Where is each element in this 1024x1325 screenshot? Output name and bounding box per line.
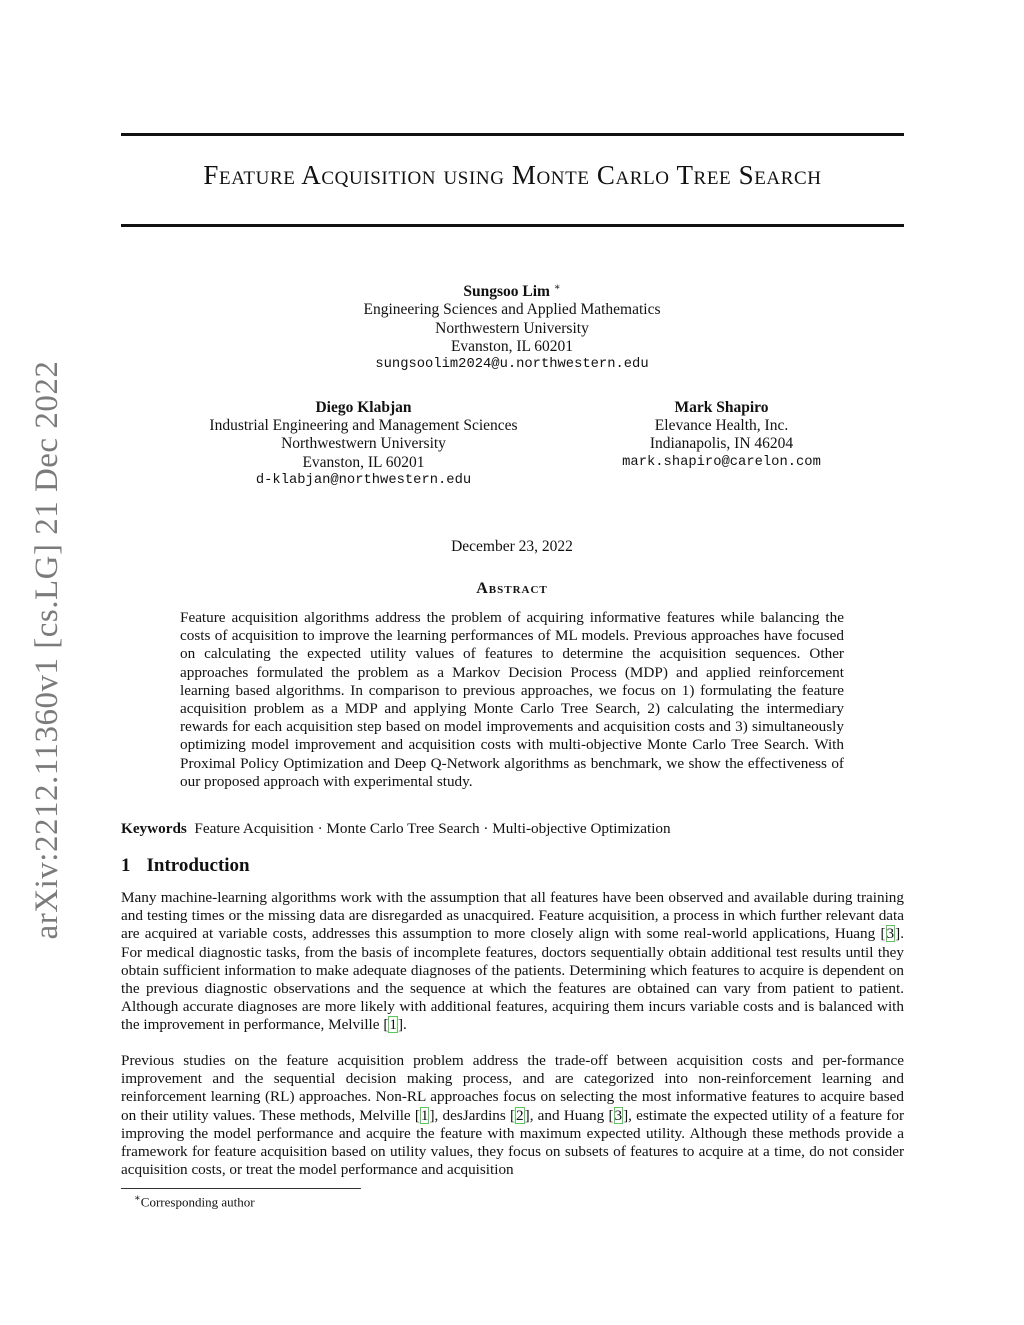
abstract-heading: Abstract: [476, 580, 548, 597]
paragraph-text: , estimate the expected utility of a feature for improving the model performance and acquire the feature with maximum expected utility. Although these methods provide a framework for feature acquisition based on utility values, they focus on subsets of features to acquire at a time, do not consider acquisition costs, or treat the model performance and acquisition: [121, 1106, 905, 1179]
keywords-text: Feature Acquisition · Monte Carlo Tree Search · Multi-objective Optimization: [194, 820, 671, 837]
keywords: [121, 820, 671, 838]
author-footnote-mark: ∗: [553, 282, 561, 293]
citation-link[interactable]: 3: [886, 925, 895, 943]
title-bottom-rule: [121, 224, 904, 227]
section-title: Introduction: [146, 855, 250, 876]
paragraph-text: Many machine-learning algorithms work with the assumption that all features have been observed and available during training and testing times or the missing data are disregarded as unacquired. Feature acquisition, a process in which further relevant data are acquired at variable costs, addresses this assumption to more closely align with some real-world applications, Huang: [121, 889, 904, 943]
section-number: 1: [121, 855, 131, 876]
abstract-text: Feature acquisition algorithms address the problem of acquiring informative features while balancing the costs of acquisition to improve the learning performances of ML models. Previous approaches have focused on calculating the expected utility values of features to determine the acquisition sequences. Other approaches formulated the problem as a Markov Decision Process (MDP) and applied reinforcement learning based algorithms. In comparison to previous approaches, we focus on 1) formulating the feature acquisition problem as a MDP and applying Monte Carlo Tree Search, 2) calculating the intermediary rewards for each acquisition step based on model improvements and acquisition costs and 3) simultaneously optimizing model improvement and acquisition costs with multi-objective Monte Carlo Tree Search. With Proximal Policy Optimization and Deep Q-Network algorithms as benchmark, we show the effectiveness of our proposed approach with experimental study.: [180, 609, 844, 790]
citation-link[interactable]: 1: [420, 1106, 429, 1124]
author-block-left: [180, 399, 547, 490]
author-institution: Northwestwern University: [281, 435, 446, 453]
author-email[interactable]: sungsoolim2024@u.northwestern.edu: [375, 356, 649, 372]
author-institution: Northwestern University: [435, 319, 589, 337]
author-affiliation: Elevance Health, Inc.: [654, 417, 789, 435]
citation-link[interactable]: 1: [389, 1016, 397, 1034]
intro-paragraph-2: Previous studies on the feature acquisition problem address the trade-off between acquisition costs and per-formance improvement and the sequential decision making process, and are categorized into non-reinforcement learning and reinforcement learning (RL) approaches. Non-RL approaches focus on selecting the most informative features to acquire based on their utility values. These methods, Melville [1], desJardins [2], and Huang [3], estimate the expected utility of a feature for improving the model performance and acquire the feature with maximum expected utility. Although these methods provide a framework for feature acquisition based on utility values, they focus on subsets of features to acquire at a time, do not consider acquisition costs, or treat the model performance and acquisition: [121, 1052, 905, 1179]
author-location: Evanston, IL 60201: [302, 453, 425, 471]
paragraph-text: Previous studies on the feature acquisition problem address the trade-off between acquisition costs and per-formance improvement and the sequential decision making process, and are categorized into non-reinforcement learning and reinforcement learning (RL) approaches. Non-RL approaches focus on selecting the most informative features to acquire based on their utility values. These methods, Melville: [121, 1052, 904, 1124]
author-email[interactable]: mark.shapiro@carelon.com: [622, 454, 821, 470]
author-block-main: [0, 279, 1024, 374]
paragraph-text: .: [403, 1016, 407, 1034]
paragraph-text: , desJardins: [434, 1106, 510, 1124]
citation-link[interactable]: 2: [516, 1106, 524, 1124]
paper-title: Feature Acquisition using Monte Carlo Tree Search: [203, 160, 822, 190]
footnote-mark: ∗: [134, 1193, 141, 1204]
footnote-rule: [121, 1188, 361, 1189]
author-email[interactable]: d-klabjan@northwestern.edu: [255, 472, 472, 488]
author-affiliation: Engineering Sciences and Applied Mathematics: [363, 301, 661, 319]
author-location: Indianapolis, IN 46204: [649, 435, 794, 453]
author-location: Evanston, IL 60201: [450, 337, 574, 355]
keywords-label: Keywords: [121, 820, 187, 837]
section-heading: [121, 855, 250, 877]
arxiv-identifier: arXiv:2212.11360v1 [cs.LG] 21 Dec 2022: [29, 360, 65, 940]
title-top-rule: [121, 133, 904, 136]
paragraph-text: , and Huang: [529, 1106, 609, 1124]
citation-link[interactable]: 3: [614, 1106, 623, 1124]
intro-paragraph-1: Many machine-learning algorithms work with the assumption that all features have been observed and available during training and testing times or the missing data are disregarded as unacquired. Feature acquisition, a process in which further relevant data are acquired at variable costs, addresses this assumption to more closely align with some real-world applications, Huang [3]. For medical diagnostic tasks, from the basis of incomplete features, doctors sequentially obtain additional test results until they obtain sufficient information to make adequate diagnoses of the patients. Determining which features to acquire is dependent on the previous diagnostic observations and the sequence at which the features are obtained can vary from patient to patient. Although accurate diagnoses are more likely with additional features, acquiring them incurs variable costs and is balanced with the improvement in performance, Melville [1].: [121, 889, 904, 1034]
footnote-text: Corresponding author: [140, 1194, 255, 1210]
author-block-right: [600, 399, 843, 472]
author-name: Mark Shapiro: [674, 399, 769, 416]
author-name: Diego Klabjan: [315, 399, 412, 416]
author-name: Sungsoo Lim: [463, 283, 550, 301]
paragraph-text: . For medical diagnostic tasks, from the basis of incomplete features, doctors sequentially obtain additional test results until they obtain sufficient information to make adequate diagnoses of the patients. Determining which features to acquire is dependent on the previous diagnostic observations and the sequence at which the features are obtained can vary from patient to patient. Although accurate diagnoses are more likely with additional features, acquiring them incurs variable costs and is balanced with the improvement in performance, Melville: [121, 925, 904, 1034]
author-affiliation: Industrial Engineering and Management Sciences: [209, 417, 518, 435]
footnote: [134, 1193, 255, 1210]
paper-date: December 23, 2022: [451, 538, 573, 555]
